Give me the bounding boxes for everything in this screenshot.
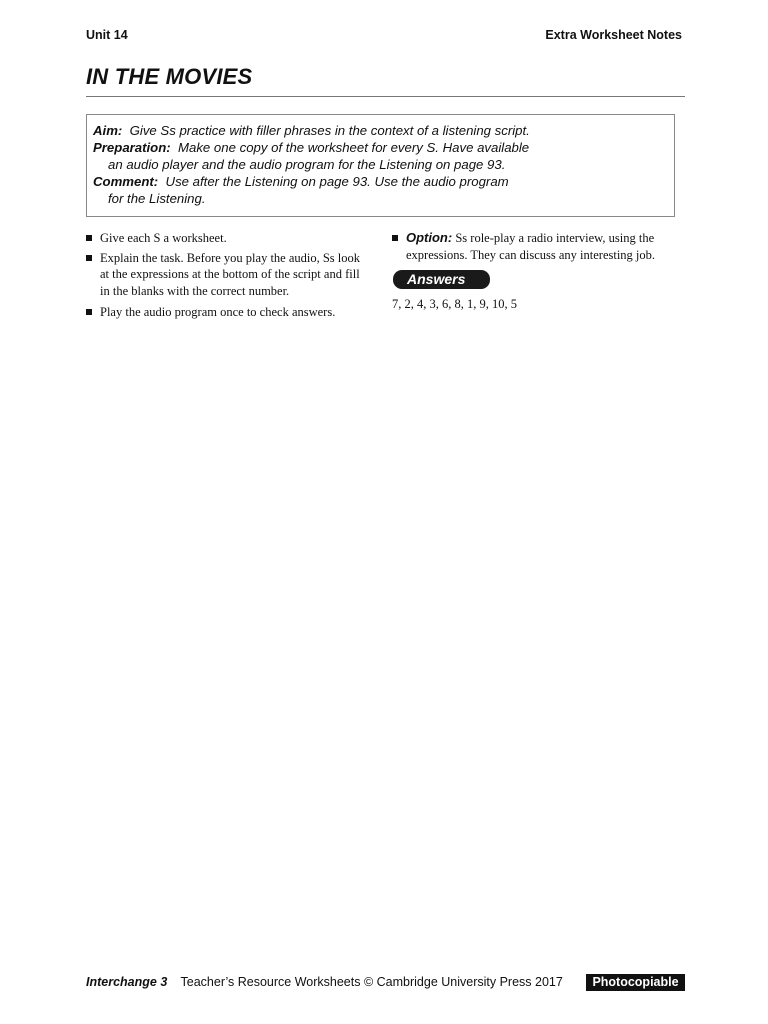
option-column bbox=[392, 230, 686, 313]
comment-line-2 bbox=[93, 191, 674, 208]
list-item bbox=[86, 250, 368, 300]
option-item bbox=[392, 230, 686, 263]
list-item-text: Play the audio program once to check answers. bbox=[100, 305, 336, 319]
list-item-text: Explain the task. Before you play the audio, Ss look at the expressions at the bottom of the script and fill in the blanks with the correct number. bbox=[100, 250, 361, 298]
answers-text: 7, 2, 4, 3, 6, 8, 1, 9, 10, 5 bbox=[392, 297, 517, 311]
square-bullet-icon bbox=[86, 309, 92, 315]
comment-text-2: for the Listening. bbox=[108, 190, 206, 206]
list-item-text: Give each S a worksheet. bbox=[100, 231, 227, 245]
option-label: Option: bbox=[406, 230, 453, 245]
comment-label: Comment: bbox=[93, 173, 159, 189]
answers-heading: Answers bbox=[393, 270, 490, 289]
list-item bbox=[86, 230, 368, 247]
preparation-line-2 bbox=[93, 157, 674, 174]
square-bullet-icon bbox=[392, 235, 398, 241]
footer-copyright: Teacher’s Resource Worksheets © Cambridge University Press 2017 bbox=[180, 975, 563, 989]
info-box bbox=[86, 114, 675, 217]
procedure-column bbox=[86, 230, 368, 324]
page-title: IN THE MOVIES bbox=[86, 64, 253, 89]
square-bullet-icon bbox=[86, 255, 92, 261]
preparation-line bbox=[93, 140, 674, 157]
title-divider bbox=[86, 96, 685, 97]
aim-line bbox=[93, 123, 674, 140]
comment-line bbox=[93, 174, 674, 191]
footer-brand: Interchange 3 bbox=[86, 975, 168, 989]
option-text: Ss role-play a radio interview, using the expressions. They can discuss any interesting job. bbox=[406, 231, 656, 262]
aim-label: Aim: bbox=[93, 123, 123, 138]
aim-text: Give Ss practice with filler phrases in the context of a listening script. bbox=[129, 123, 530, 138]
preparation-text-2: an audio player and the audio program for the Listening on page 93. bbox=[108, 156, 506, 172]
list-item bbox=[86, 304, 368, 321]
unit-label: Unit 14 bbox=[86, 28, 128, 42]
comment-text: Use after the Listening on page 93. Use the audio program bbox=[165, 173, 509, 189]
square-bullet-icon bbox=[86, 235, 92, 241]
preparation-text: Make one copy of the worksheet for every S. Have available bbox=[178, 139, 530, 155]
preparation-label: Preparation: bbox=[93, 139, 171, 155]
photocopiable-badge: Photocopiable bbox=[586, 974, 685, 991]
footer-credit bbox=[86, 975, 563, 989]
section-label: Extra Worksheet Notes bbox=[545, 28, 682, 42]
